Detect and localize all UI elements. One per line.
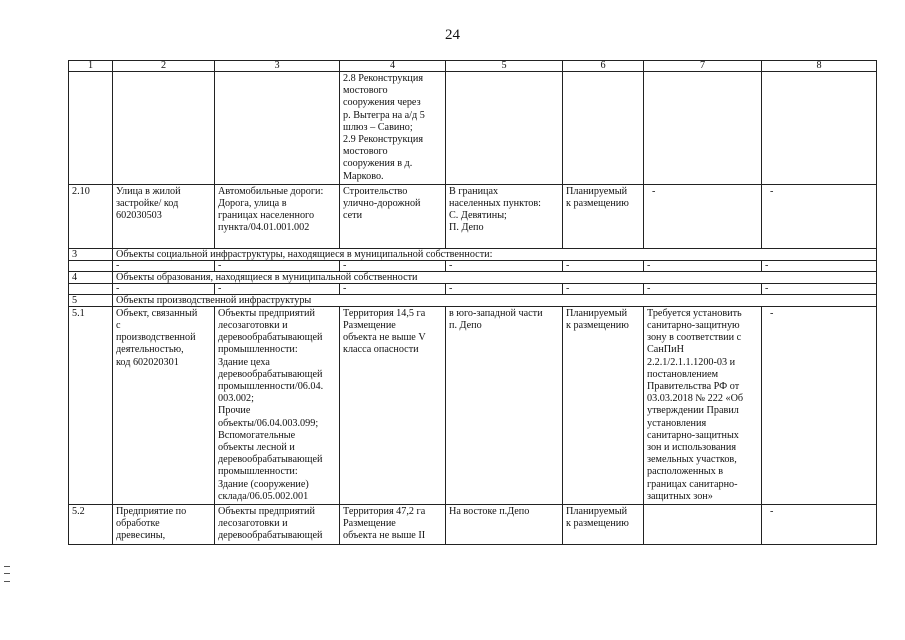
- row-number: 5.1: [69, 306, 113, 504]
- cell-text: [644, 505, 762, 545]
- cell-text: [215, 306, 340, 504]
- table-row-continuation: [69, 72, 877, 185]
- cell-line: 602030503: [116, 210, 162, 222]
- cell-line: утверждении Правил: [647, 405, 739, 417]
- cell-line: деревообрабатывающей: [218, 530, 323, 542]
- cell-text: [113, 184, 215, 248]
- cell-line: защитных зон»: [647, 490, 713, 502]
- cell-line: склада/06.05.002.001: [218, 490, 309, 502]
- section-title: Объекты образования, находящиеся в муниципальной собственности: [113, 271, 877, 283]
- dash-row: [69, 283, 877, 294]
- section-number: 5: [69, 294, 113, 306]
- cell-line: Территория 47,2 га: [343, 506, 426, 518]
- cell-dash: -: [762, 260, 877, 271]
- cell-dash: -: [762, 184, 877, 248]
- section-row-4: [69, 271, 877, 283]
- cell-dash: -: [644, 260, 762, 271]
- cell-line: границах санитарно-: [647, 478, 738, 490]
- cell-text: [644, 306, 762, 504]
- cell-line: С. Девятины;: [449, 210, 507, 222]
- cell-line: шлюз – Савино;: [343, 121, 413, 133]
- cell-line: улично-дорожной: [343, 198, 421, 210]
- cell-line: древесины,: [116, 530, 166, 542]
- cell-line: обработке: [116, 518, 160, 530]
- cell-line: Прочие: [218, 405, 251, 417]
- cell-line: 2.8 Реконструкция: [343, 73, 424, 84]
- cell-text: [340, 72, 446, 185]
- cell-line: Территория 14,5 га: [343, 307, 426, 319]
- cell-line: Предприятие по: [116, 506, 187, 518]
- cell-text: [340, 184, 446, 248]
- column-header: 3: [215, 61, 340, 72]
- cell-dash: -: [113, 260, 215, 271]
- cell-line: Размещение: [343, 518, 396, 530]
- cell-line: санитарно-защитных: [647, 429, 739, 441]
- cell-dash: -: [446, 260, 563, 271]
- cell-line: в юго-западной части: [449, 307, 543, 319]
- cell-dash: -: [563, 283, 644, 294]
- document-table: [68, 60, 877, 545]
- cell-text: [215, 505, 340, 545]
- cell-text: [563, 306, 644, 504]
- cell-line: промышленности:: [218, 466, 298, 478]
- cell-dash: -: [644, 184, 762, 248]
- cell-line: П. Депо: [449, 222, 484, 234]
- cell-line: Требуется установить: [647, 307, 742, 319]
- row-number: 2.10: [69, 184, 113, 248]
- cell-line: к размещению: [566, 518, 629, 530]
- cell-line: 003.002;: [218, 393, 254, 405]
- cell-dash: -: [340, 260, 446, 271]
- cell-line: сооружения в д.: [343, 158, 413, 170]
- cell-dash: -: [340, 283, 446, 294]
- cell-text: [446, 505, 563, 545]
- column-header: 6: [563, 61, 644, 72]
- cell-text: [215, 184, 340, 248]
- cell-text: [446, 306, 563, 504]
- cell-line: Объекты предприятий: [218, 307, 315, 319]
- cell-line: производственной: [116, 332, 196, 344]
- cell-dash: -: [644, 283, 762, 294]
- cell-line: деревообрабатывающей: [218, 332, 323, 344]
- cell-dash: -: [113, 283, 215, 294]
- page-number: 24: [445, 27, 460, 43]
- column-header-row: [69, 61, 877, 72]
- cell-line: к размещению: [566, 320, 629, 332]
- column-header: 4: [340, 61, 446, 72]
- cell-line: лесозаготовки и: [218, 518, 288, 530]
- cell-line: с: [116, 320, 121, 332]
- cell-line: 03.03.2018 № 222 «Об: [647, 393, 744, 405]
- cell-text: [113, 306, 215, 504]
- section-number: 4: [69, 271, 113, 283]
- cell-line: границах населенного: [218, 210, 315, 222]
- cell-line: Планируемый: [566, 307, 628, 319]
- cell-line: сооружения через: [343, 97, 421, 109]
- table-row-2-10: [69, 184, 877, 248]
- cell-line: Здание (сооружение): [218, 478, 309, 490]
- section-number: 3: [69, 248, 113, 260]
- cell-dash: -: [762, 505, 877, 545]
- cell-dash: -: [563, 260, 644, 271]
- cell-text: [113, 505, 215, 545]
- cell-line: СанПиН: [647, 344, 684, 356]
- cell-line: объекта не выше V: [343, 332, 426, 344]
- cell-line: постановлением: [647, 368, 719, 380]
- cell-dash: -: [446, 283, 563, 294]
- cell-line: деревообрабатывающей: [218, 368, 323, 380]
- cell-line: объекта не выше II: [343, 530, 426, 542]
- cell-line: объекты/06.04.003.099;: [218, 417, 319, 429]
- cell-line: промышленности:: [218, 344, 298, 356]
- cell-line: земельных участков,: [647, 454, 737, 466]
- cell-line: 2.9 Реконструкция: [343, 134, 424, 146]
- section-row-5: [69, 294, 877, 306]
- cell-line: объекты лесной и: [218, 442, 295, 454]
- cell-line: 2.2.1/2.1.1.1200-03 и: [647, 356, 736, 368]
- cell-line: деятельностью,: [116, 344, 184, 356]
- cell-line: промышленности/06.04.: [218, 381, 324, 393]
- cell-text: [563, 505, 644, 545]
- cell-line: Строительство: [343, 185, 408, 197]
- cell-line: Автомобильные дороги:: [218, 185, 324, 197]
- cell-line: п. Депо: [449, 320, 482, 332]
- cell-text: [563, 184, 644, 248]
- cell-line: деревообрабатывающей: [218, 454, 323, 466]
- cell-line: населенных пунктов:: [449, 198, 542, 210]
- margin-mark: [4, 566, 10, 582]
- cell-line: В границах: [449, 185, 499, 197]
- cell-line: санитарно-защитную: [647, 320, 740, 332]
- cell-dash: -: [215, 283, 340, 294]
- cell-line: зон и использования: [647, 442, 737, 454]
- cell-dash: -: [215, 260, 340, 271]
- cell-line: застройке/ код: [116, 198, 179, 210]
- cell-line: класса опасности: [343, 344, 419, 356]
- cell-line: сети: [343, 210, 363, 222]
- section-row-3: [69, 248, 877, 260]
- cell-dash: -: [762, 306, 877, 504]
- cell-line: расположенных в: [647, 466, 724, 478]
- cell-line: установления: [647, 417, 707, 429]
- section-title: Объекты производственной инфраструктуры: [113, 294, 877, 306]
- cell-line: Планируемый: [566, 506, 628, 518]
- section-title: Объекты социальной инфраструктуры, находящиеся в муниципальной собственности:: [113, 248, 877, 260]
- cell-text: [340, 505, 446, 545]
- cell-line: Размещение: [343, 320, 396, 332]
- column-header: 7: [644, 61, 762, 72]
- cell-line: Объект, связанный: [116, 307, 198, 319]
- cell-line: Правительства РФ от: [647, 381, 740, 393]
- cell-line: Марково.: [343, 170, 384, 182]
- column-header: 2: [113, 61, 215, 72]
- table-row-5-1: [69, 306, 877, 504]
- dash-row: [69, 260, 877, 271]
- column-header: 5: [446, 61, 563, 72]
- column-header: 1: [69, 61, 113, 72]
- cell-line: к размещению: [566, 198, 629, 210]
- cell-line: Объекты предприятий: [218, 506, 315, 518]
- column-header: 8: [762, 61, 877, 72]
- row-number: 5.2: [69, 505, 113, 545]
- cell-text: [446, 184, 563, 248]
- cell-line: Планируемый: [566, 185, 628, 197]
- cell-line: лесозаготовки и: [218, 320, 288, 332]
- cell-line: Дорога, улица в: [218, 198, 287, 210]
- cell-line: Вспомогательные: [218, 429, 296, 441]
- table-row-5-2: [69, 505, 877, 545]
- cell-dash: -: [762, 283, 877, 294]
- cell-line: р. Вытегра на а/д 5: [343, 109, 425, 121]
- cell-line: мостового: [343, 146, 388, 158]
- cell-line: пункта/04.01.001.002: [218, 222, 310, 234]
- cell-text: [340, 306, 446, 504]
- cell-line: На востоке п.Депо: [449, 506, 530, 518]
- cell-line: код 602020301: [116, 356, 179, 368]
- cell-line: Улица в жилой: [116, 185, 181, 197]
- cell-line: Здание цеха: [218, 356, 270, 368]
- cell-line: зону в соответствии с: [647, 332, 742, 344]
- cell-line: мостового: [343, 85, 388, 97]
